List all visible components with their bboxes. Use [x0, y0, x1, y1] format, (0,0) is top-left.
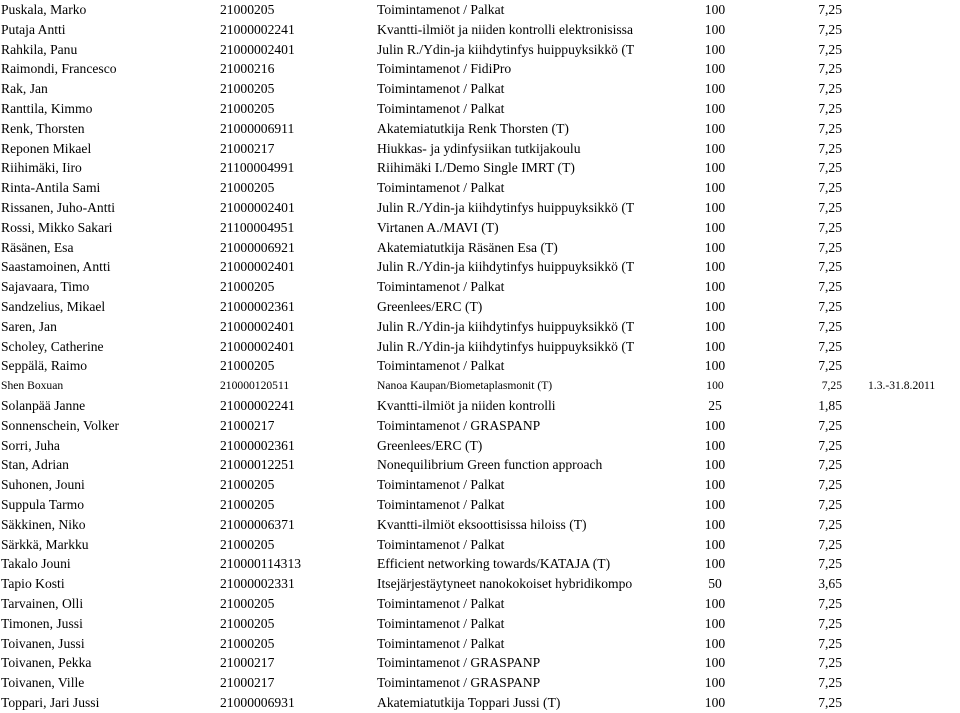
table-row [0, 257, 960, 277]
percentage: 100 [704, 675, 726, 691]
person-name: Solanpää Janne [1, 397, 86, 413]
amount: 7,25 [818, 516, 842, 532]
account-code: 21000006371 [220, 516, 295, 532]
table-row [0, 79, 960, 99]
person-name: Säkkinen, Niko [1, 516, 86, 532]
account-code: 21000006911 [220, 120, 295, 136]
project-description: Hiukkas- ja ydinfysiikan tutkijakoulu [377, 140, 581, 156]
table-row [0, 475, 960, 495]
percentage: 100 [704, 81, 726, 97]
project-description: Toimintamenot / Palkat [377, 477, 505, 493]
person-name: Sorri, Juha [1, 437, 60, 453]
percentage: 100 [704, 279, 726, 295]
person-name: Tarvainen, Olli [1, 595, 84, 611]
project-description: Toimintamenot / Palkat [377, 536, 505, 552]
account-code: 21000205 [220, 536, 275, 552]
table-row [0, 238, 960, 258]
account-code: 21100004991 [220, 160, 295, 176]
percentage: 100 [704, 140, 726, 156]
percentage: 100 [704, 120, 726, 136]
project-description: Toimintamenot / Palkat [377, 635, 505, 651]
table-row [0, 515, 960, 535]
amount: 7,25 [818, 477, 842, 493]
percentage: 50 [708, 576, 722, 592]
account-code: 21000002401 [220, 199, 295, 215]
account-code: 21000205 [220, 2, 275, 17]
account-code: 21000002401 [220, 41, 295, 57]
table-row [0, 337, 960, 357]
project-description: Itsejärjestäytyneet nanokokoiset hybridikompo [377, 576, 633, 592]
account-code: 21000205 [220, 358, 275, 374]
project-description: Toimintamenot / GRASPANP [377, 417, 541, 433]
amount: 7,25 [818, 615, 842, 631]
project-description: Riihimäki I./Demo Single IMRT (T) [377, 160, 575, 176]
percentage: 100 [704, 496, 726, 512]
project-description: Julin R./Ydin-ja kiihdytinfys huippuyksikkö (T [377, 338, 635, 354]
account-code: 21000002361 [220, 298, 295, 314]
project-description: Greenlees/ERC (T) [377, 298, 483, 314]
person-name: Ranttila, Kimmo [1, 100, 93, 116]
amount: 7,25 [821, 379, 842, 393]
percentage: 100 [704, 219, 726, 235]
percentage: 100 [704, 180, 726, 196]
table-row [0, 554, 960, 574]
amount: 7,25 [818, 496, 842, 512]
account-code: 21000205 [220, 496, 275, 512]
percentage: 100 [704, 21, 726, 37]
project-description: Julin R./Ydin-ja kiihdytinfys huippuyksikkö (T [377, 318, 635, 334]
amount: 7,25 [818, 655, 842, 671]
account-code: 21000217 [220, 675, 275, 691]
table-row [0, 277, 960, 297]
table-row [0, 376, 960, 396]
project-description: Kvantti-ilmiöt ja niiden kontrolli elektronisissa [377, 21, 633, 37]
percentage: 100 [704, 61, 726, 77]
percentage: 100 [704, 2, 726, 17]
person-name: Rinta-Antila Sami [1, 180, 101, 196]
table-row [0, 158, 960, 178]
percentage: 100 [704, 457, 726, 473]
account-code: 210000114313 [220, 556, 302, 572]
account-code: 21000002331 [220, 576, 295, 592]
table-row [0, 673, 960, 693]
account-code: 21000205 [220, 595, 275, 611]
percentage: 100 [704, 318, 726, 334]
percentage: 100 [706, 379, 724, 393]
amount: 7,25 [818, 120, 842, 136]
table-row [0, 178, 960, 198]
table-row [0, 356, 960, 376]
table-row [0, 653, 960, 673]
amount: 7,25 [818, 239, 842, 255]
amount: 7,25 [818, 279, 842, 295]
amount: 7,25 [818, 457, 842, 473]
project-description: Akatemiatutkija Räsänen Esa (T) [377, 239, 558, 255]
person-name: Saren, Jan [1, 318, 57, 334]
percentage: 100 [704, 417, 726, 433]
table-row [0, 59, 960, 79]
amount: 7,25 [818, 199, 842, 215]
account-code: 21000217 [220, 655, 275, 671]
person-name: Reponen Mikael [1, 140, 92, 156]
person-name: Sajavaara, Timo [1, 279, 90, 295]
table-row [0, 139, 960, 159]
account-code: 21000002361 [220, 437, 295, 453]
project-description: Efficient networking towards/KATAJA (T) [377, 556, 611, 572]
table-row [0, 99, 960, 119]
table-row [0, 495, 960, 515]
account-code: 21000205 [220, 635, 275, 651]
table-row [0, 614, 960, 634]
project-description: Julin R./Ydin-ja kiihdytinfys huippuyksikkö (T [377, 199, 635, 215]
amount: 7,25 [818, 100, 842, 116]
person-name: Tapio Kosti [1, 576, 65, 592]
amount: 7,25 [818, 140, 842, 156]
account-code: 21000002401 [220, 318, 295, 334]
account-code: 21000205 [220, 100, 275, 116]
person-name: Raimondi, Francesco [1, 61, 117, 77]
amount: 7,25 [818, 298, 842, 314]
project-description: Julin R./Ydin-ja kiihdytinfys huippuyksikkö (T [377, 259, 635, 275]
project-description: Kvantti-ilmiöt eksoottisissa hiloiss (T) [377, 516, 587, 532]
person-name: Suhonen, Jouni [1, 477, 85, 493]
date-note: 1.3.-31.8.2011 [868, 379, 936, 393]
percentage: 100 [704, 556, 726, 572]
amount: 7,25 [818, 219, 842, 235]
amount: 7,25 [818, 160, 842, 176]
table-row [0, 218, 960, 238]
amount: 7,25 [818, 358, 842, 374]
person-name: Shen Boxuan [1, 379, 64, 393]
amount: 7,25 [818, 595, 842, 611]
person-name: Scholey, Catherine [1, 338, 104, 354]
project-description: Greenlees/ERC (T) [377, 437, 483, 453]
project-description: Julin R./Ydin-ja kiihdytinfys huippuyksikkö (T [377, 41, 635, 57]
project-description: Toimintamenot / FidiPro [377, 61, 512, 77]
person-name: Puskala, Marko [1, 2, 87, 17]
percentage: 100 [704, 595, 726, 611]
percentage: 100 [704, 160, 726, 176]
person-name: Toivanen, Jussi [1, 635, 85, 651]
amount: 7,25 [818, 259, 842, 275]
percentage: 100 [704, 536, 726, 552]
table-row [0, 416, 960, 436]
percentage: 100 [704, 437, 726, 453]
person-name: Saastamoinen, Antti [1, 259, 111, 275]
project-description: Toimintamenot / Palkat [377, 358, 505, 374]
percentage: 100 [704, 635, 726, 651]
person-name: Toppari, Jari Jussi [1, 694, 100, 710]
table-row [0, 396, 960, 416]
account-code: 21000205 [220, 477, 275, 493]
account-code: 21000012251 [220, 457, 295, 473]
person-name: Sandzelius, Mikael [1, 298, 106, 314]
person-name: Putaja Antti [1, 21, 66, 37]
amount: 7,25 [818, 21, 842, 37]
project-description: Toimintamenot / Palkat [377, 2, 505, 17]
amount: 7,25 [818, 556, 842, 572]
percentage: 100 [704, 41, 726, 57]
amount: 3,65 [818, 576, 842, 592]
percentage: 100 [704, 615, 726, 631]
project-description: Toimintamenot / Palkat [377, 279, 505, 295]
account-code: 210000120511 [220, 379, 290, 393]
account-code: 21000002401 [220, 338, 295, 354]
project-description: Kvantti-ilmiöt ja niiden kontrolli [377, 397, 556, 413]
account-code: 21000002241 [220, 21, 295, 37]
project-description: Toimintamenot / Palkat [377, 180, 505, 196]
account-code: 21000217 [220, 417, 275, 433]
percentage: 100 [704, 338, 726, 354]
table-row [0, 436, 960, 456]
amount: 1,85 [818, 397, 842, 413]
project-description: Toimintamenot / Palkat [377, 595, 505, 611]
table-row [0, 594, 960, 614]
account-code: 21000006921 [220, 239, 295, 255]
person-name: Rahkila, Panu [1, 41, 78, 57]
person-name: Seppälä, Raimo [1, 358, 88, 374]
person-name: Renk, Thorsten [1, 120, 85, 136]
percentage: 100 [704, 516, 726, 532]
account-code: 21000217 [220, 140, 275, 156]
table-row [0, 297, 960, 317]
person-name: Rissanen, Juho-Antti [1, 199, 116, 215]
account-code: 21000205 [220, 81, 275, 97]
project-description: Akatemiatutkija Toppari Jussi (T) [377, 694, 561, 710]
person-name: Rossi, Mikko Sakari [1, 219, 113, 235]
person-name: Stan, Adrian [1, 457, 69, 473]
amount: 7,25 [818, 318, 842, 334]
percentage: 100 [704, 100, 726, 116]
project-description: Toimintamenot / GRASPANP [377, 655, 541, 671]
amount: 7,25 [818, 417, 842, 433]
amount: 7,25 [818, 536, 842, 552]
project-description: Toimintamenot / Palkat [377, 81, 505, 97]
amount: 7,25 [818, 675, 842, 691]
person-name: Toivanen, Pekka [1, 655, 92, 671]
project-description: Virtanen A./MAVI (T) [377, 219, 499, 235]
account-code: 21000205 [220, 180, 275, 196]
project-description: Nanoa Kaupan/Biometaplasmonit (T) [377, 379, 553, 393]
person-name: Timonen, Jussi [1, 615, 83, 631]
percentage: 100 [704, 655, 726, 671]
account-code: 21000205 [220, 615, 275, 631]
person-name: Toivanen, Ville [1, 675, 85, 691]
table-row [0, 198, 960, 218]
person-name: Räsänen, Esa [1, 239, 74, 255]
table-row [0, 693, 960, 713]
percentage: 25 [708, 397, 722, 413]
project-description: Toimintamenot / Palkat [377, 496, 505, 512]
table-row [0, 574, 960, 594]
person-name: Sonnenschein, Volker [1, 417, 120, 433]
amount: 7,25 [818, 61, 842, 77]
table-row [0, 119, 960, 139]
project-description: Akatemiatutkija Renk Thorsten (T) [377, 120, 569, 136]
account-code: 21000216 [220, 61, 275, 77]
person-name: Särkkä, Markku [1, 536, 89, 552]
project-description: Toimintamenot / GRASPANP [377, 675, 541, 691]
account-code: 21100004951 [220, 219, 295, 235]
percentage: 100 [704, 239, 726, 255]
amount: 7,25 [818, 81, 842, 97]
table-row [0, 455, 960, 475]
table-row [0, 0, 960, 20]
project-description: Toimintamenot / Palkat [377, 100, 505, 116]
amount: 7,25 [818, 437, 842, 453]
percentage: 100 [704, 298, 726, 314]
amount: 7,25 [818, 2, 842, 17]
table-row [0, 535, 960, 555]
account-code: 21000002241 [220, 397, 295, 413]
amount: 7,25 [818, 41, 842, 57]
person-name: Riihimäki, Iiro [1, 160, 82, 176]
person-name: Rak, Jan [1, 81, 48, 97]
project-description: Nonequilibrium Green function approach [377, 457, 603, 473]
project-description: Toimintamenot / Palkat [377, 615, 505, 631]
account-code: 21000006931 [220, 694, 295, 710]
percentage: 100 [704, 694, 726, 710]
percentage: 100 [704, 199, 726, 215]
account-code: 21000205 [220, 279, 275, 295]
table-row [0, 634, 960, 654]
person-name: Takalo Jouni [1, 556, 71, 572]
percentage: 100 [704, 477, 726, 493]
table-row [0, 20, 960, 40]
table-row [0, 317, 960, 337]
amount: 7,25 [818, 635, 842, 651]
table-row [0, 40, 960, 60]
person-name: Suppula Tarmo [1, 496, 84, 512]
account-code: 21000002401 [220, 259, 295, 275]
percentage: 100 [704, 259, 726, 275]
amount: 7,25 [818, 338, 842, 354]
amount: 7,25 [818, 180, 842, 196]
percentage: 100 [704, 358, 726, 374]
amount: 7,25 [818, 694, 842, 710]
